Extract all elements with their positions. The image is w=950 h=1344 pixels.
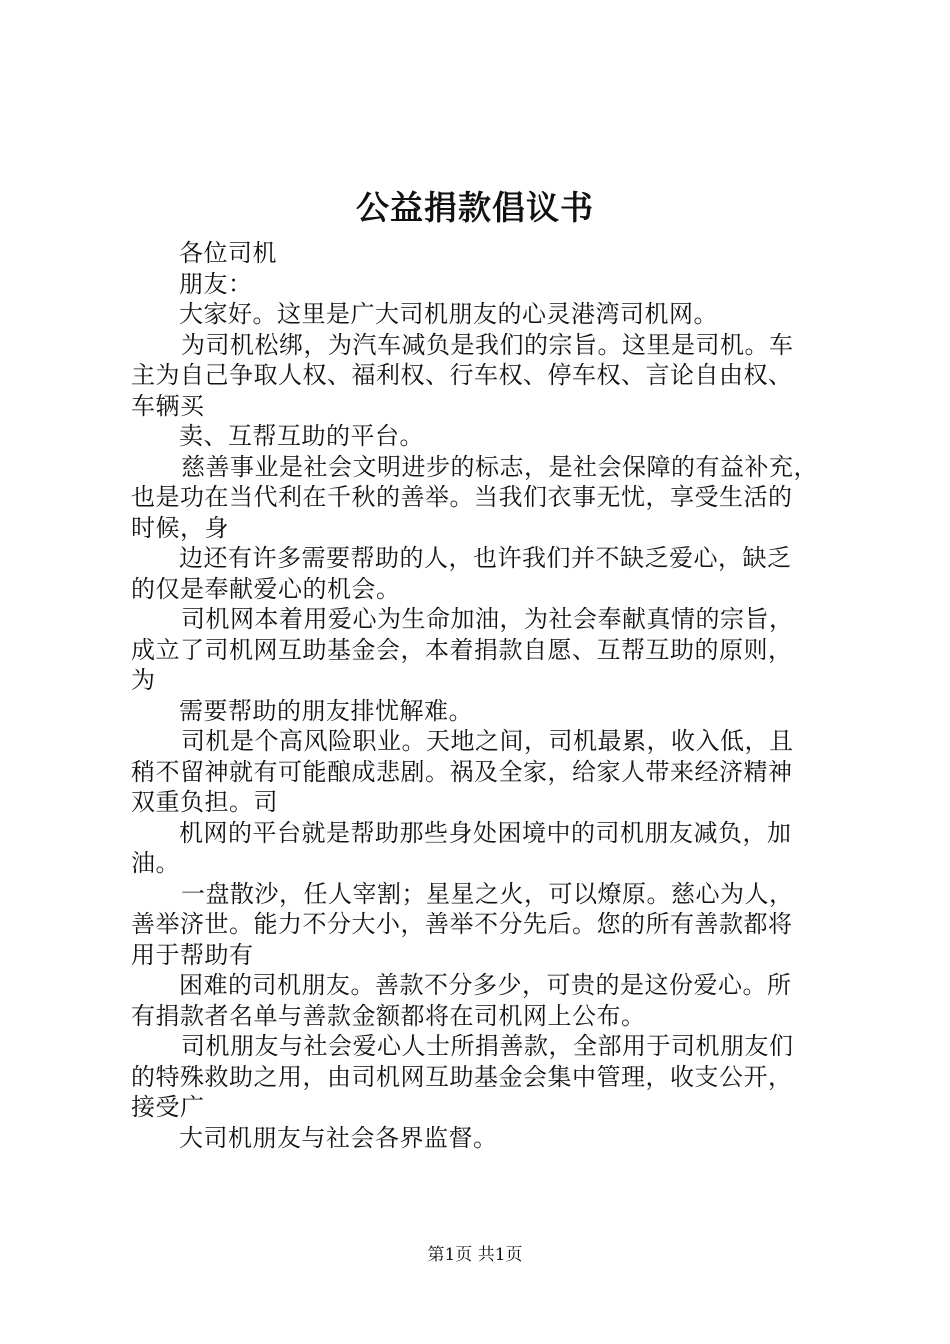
text-line: 成立了司机网互助基金会，本着捐款自愿、互帮互助的原则，	[131, 635, 793, 664]
text-line: 司机是个高风险职业。天地之间，司机最累，收入低，且	[181, 727, 794, 755]
text-line: 的特殊救助之用，由司机网互助基金会集中管理，收支公开，	[131, 1062, 793, 1091]
text-line: 时候，身	[131, 513, 229, 542]
text-line: 善举济世。能力不分大小，善举不分先后。您的所有善款都将	[131, 910, 793, 938]
text-line: 司机网本着用爱心为生命加油，为社会奉献真情的宗旨，	[181, 605, 794, 633]
text-line: 的仅是奉献爱心的机会。	[131, 574, 401, 603]
text-line: 边还有许多需要帮助的人，也许我们并不缺乏爱心，缺乏	[179, 544, 792, 572]
text-line: 用于帮助有	[131, 940, 254, 969]
text-line: 大司机朋友与社会各界监督。	[179, 1123, 498, 1152]
text-line: 油。	[131, 849, 180, 877]
text-line: 各位司机	[179, 239, 277, 267]
text-line: 有捐款者名单与善款金额都将在司机网上公布。	[131, 1001, 646, 1030]
text-line: 为	[131, 666, 156, 694]
text-line: 一盘散沙，任人宰割；星星之火，可以燎原。慈心为人，	[181, 879, 794, 908]
text-line: 车辆买	[131, 391, 205, 420]
text-line: 为司机松绑，为汽车减负是我们的宗旨。这里是司机。车	[181, 330, 794, 359]
text-line: 司机朋友与社会爱心人士所捐善款，全部用于司机朋友们	[181, 1032, 794, 1060]
text-line: 卖、互帮互助的平台。	[179, 422, 424, 450]
text-line: 稍不留神就有可能酿成悲剧。祸及全家，给家人带来经济精神	[131, 757, 793, 786]
text-line: 主为自己争取人权、福利权、行车权、停车权、言论自由权、	[131, 361, 793, 389]
document-title: 公益捐款倡议书	[356, 188, 594, 227]
text-line: 慈善事业是社会文明进步的标志，是社会保障的有益补充，	[181, 452, 818, 481]
text-line: 大家好。这里是广大司机朋友的心灵港湾司机网。	[179, 300, 718, 328]
document-body	[131, 238, 831, 1153]
text-line: 朋友：	[179, 269, 253, 298]
text-line: 困难的司机朋友。善款不分多少，可贵的是这份爱心。所	[179, 971, 792, 999]
text-line: 也是功在当代利在千秋的善举。当我们衣事无忧，享受生活的	[131, 483, 793, 511]
text-line: 接受广	[131, 1093, 205, 1121]
text-line: 双重负担。司	[131, 788, 278, 816]
text-line: 机网的平台就是帮助那些身处困境中的司机朋友减负，加	[179, 818, 792, 847]
text-line: 需要帮助的朋友排忧解难。	[179, 696, 473, 725]
page-footer: 第1页 共1页	[427, 1245, 523, 1265]
